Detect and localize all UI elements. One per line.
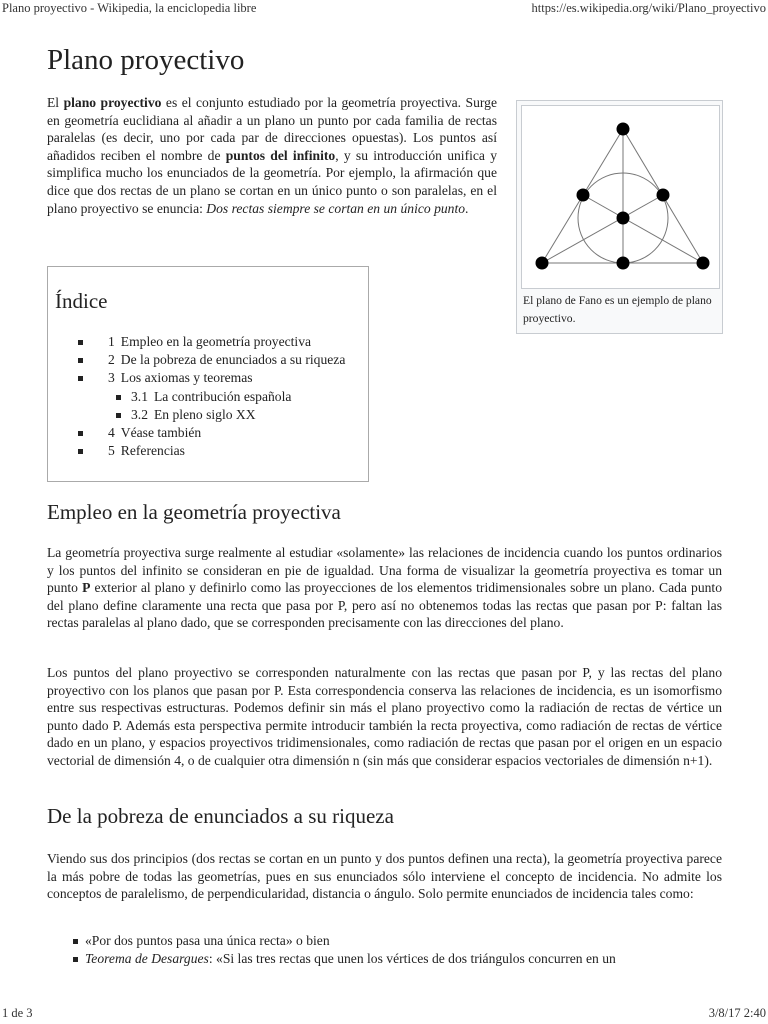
toc-label: Los axiomas y teoremas <box>120 370 253 386</box>
toc-number: 3 <box>108 370 115 386</box>
section1-paragraph-1 <box>47 544 722 632</box>
fano-plane-diagram <box>522 106 719 288</box>
toc-item[interactable] <box>48 369 345 387</box>
list-item: «Por dos puntos pasa una única recta» o bien <box>47 932 722 950</box>
section-heading-pobreza: De la pobreza de enunciados a su riqueza <box>47 804 394 828</box>
toc-number: 5 <box>108 443 115 459</box>
page-title: Plano proyectivo <box>47 44 245 76</box>
table-of-contents <box>47 266 369 482</box>
toc-item[interactable] <box>48 351 345 369</box>
section1-paragraph-2: Los puntos del plano proyectivo se corresponden naturalmente con las rectas que pasan por P, y las rectas del plano proyectivo con los planos que pasan por P. Esta correspondencia conserva las relaciones de incidencia, es un isomorfismo entre sus respectivas estructuras. Podemos definir sin más el plano proyectivo como la radiación de rectas de vértice un punto dado P. Además esta perspectiva permite introducir también la recta proyectiva, como radiación de rectas de vértice dado en un plano, y espacios proyectivos tridimensionales, como radiación de rectas que pasan por el origen en un espacio vectorial de dimensión 4, o de cualquier otra dimensión n (sin más que considerar espacios vectoriales de dimensión n+1). <box>47 665 722 768</box>
toc-number: 3.2 <box>131 406 148 422</box>
toc-number: 4 <box>108 425 115 441</box>
toc-item[interactable] <box>48 424 345 442</box>
toc-subitem[interactable] <box>48 406 345 424</box>
toc-label: En pleno siglo XX <box>154 406 256 422</box>
list-item-text: : «Si las tres rectas que unen los vértices de dos triángulos concurren en un <box>208 951 616 967</box>
fano-line <box>583 195 703 263</box>
incidence-statements-list <box>47 932 722 969</box>
fano-line <box>542 195 663 263</box>
toc-item[interactable] <box>48 442 345 460</box>
fano-point <box>536 257 549 270</box>
figure-caption: El plano de Fano es un ejemplo de plano proyectivo. <box>523 294 712 325</box>
toc-label: La contribución española <box>154 388 292 404</box>
list-item <box>47 950 722 968</box>
theorem-link[interactable]: Teorema de Desargues <box>85 951 209 967</box>
intro-text: es el conjunto estudiado por la geometría proyectiva. Surge en geometría euclidiana al añadir a un plano un punto por cada familia de rectas paralelas (es decir, uno por cada par de direcciones opuestas). Los puntos así añadidos reciben el nombre de <box>47 95 498 163</box>
toc-label: Referencias <box>120 443 185 459</box>
intro-italic-quote: Dos rectas siempre se cortan en un único punto <box>206 200 466 216</box>
toc-label: Empleo en la geometría proyectiva <box>120 334 312 349</box>
toc-title: Índice <box>55 289 108 313</box>
fano-point <box>617 257 630 270</box>
toc-subitem[interactable] <box>48 388 345 406</box>
toc-number: 1 <box>108 334 115 349</box>
intro-bold-term: plano proyectivo <box>63 95 162 110</box>
toc-item[interactable] <box>48 333 345 351</box>
fano-point <box>617 212 630 225</box>
fano-plane-image[interactable] <box>521 105 720 289</box>
point-p-bold: P <box>82 580 91 596</box>
toc-number: 2 <box>108 352 115 368</box>
intro-text: . <box>465 200 469 216</box>
paragraph-text: La geometría proyectiva surge realmente al estudiar «solamente» las relaciones de incidencia cuando los puntos ordinarios y los puntos del infinito se consideran en pie de igualdad. Una forma de visualizar la geometría proyectiva es tomar un punto <box>47 545 722 596</box>
fano-point <box>617 123 630 136</box>
toc-label: De la pobreza de enunciados a su riqueza <box>120 352 346 368</box>
header-title: Plano proyectivo - Wikipedia, la enciclopedia libre <box>2 1 257 15</box>
print-timestamp: 3/8/17 2:40 <box>708 1006 766 1020</box>
intro-text: El <box>47 95 64 110</box>
section-heading-empleo: Empleo en la geometría proyectiva <box>47 500 341 524</box>
fano-plane-figure <box>516 100 723 334</box>
print-header <box>0 0 768 18</box>
toc-list <box>48 333 345 460</box>
section2-paragraph-1: Viendo sus dos principios (dos rectas se cortan en un punto y dos puntos definen una recta), la geometría proyectiva parece la más pobre de todas las geometrías, pues en sus enunciados sólo interviene el concepto de incidencia. No admite los conceptos de paralelismo, de perpendicularidad, distancia o ángulo. Solo permite enunciados de incidencia tales como: <box>47 851 722 902</box>
intro-paragraph <box>47 94 497 217</box>
page-counter: 1 de 3 <box>2 1006 33 1020</box>
toc-number: 3.1 <box>131 388 148 404</box>
paragraph-text: exterior al plano y definirlo como las proyecciones de los elementos tridimensionales sobre un plano. Cada punto del plano define claramente una recta que pasa por P, pero así no obtenemos todas las rectas que pasan por P: faltan las rectas paralelas al plano dado, que se corresponden precisamente con las direcciones del plano. <box>47 580 722 631</box>
intro-bold-term: puntos del infinito <box>225 147 336 163</box>
intro-text: , y su introducción unifica y simplifica mucho los enunciados de la geometría. Por ejemplo, la afirmación que dice que dos rectas de un plano se cortan en un único punto o son paralelas, en el plano proyectivo se enuncia: <box>47 147 497 216</box>
fano-point <box>577 189 590 202</box>
toc-label: Véase también <box>120 425 202 441</box>
header-url[interactable]: https://es.wikipedia.org/wiki/Plano_proyectivo <box>531 1 766 15</box>
fano-point <box>697 257 710 270</box>
fano-point <box>657 189 670 202</box>
